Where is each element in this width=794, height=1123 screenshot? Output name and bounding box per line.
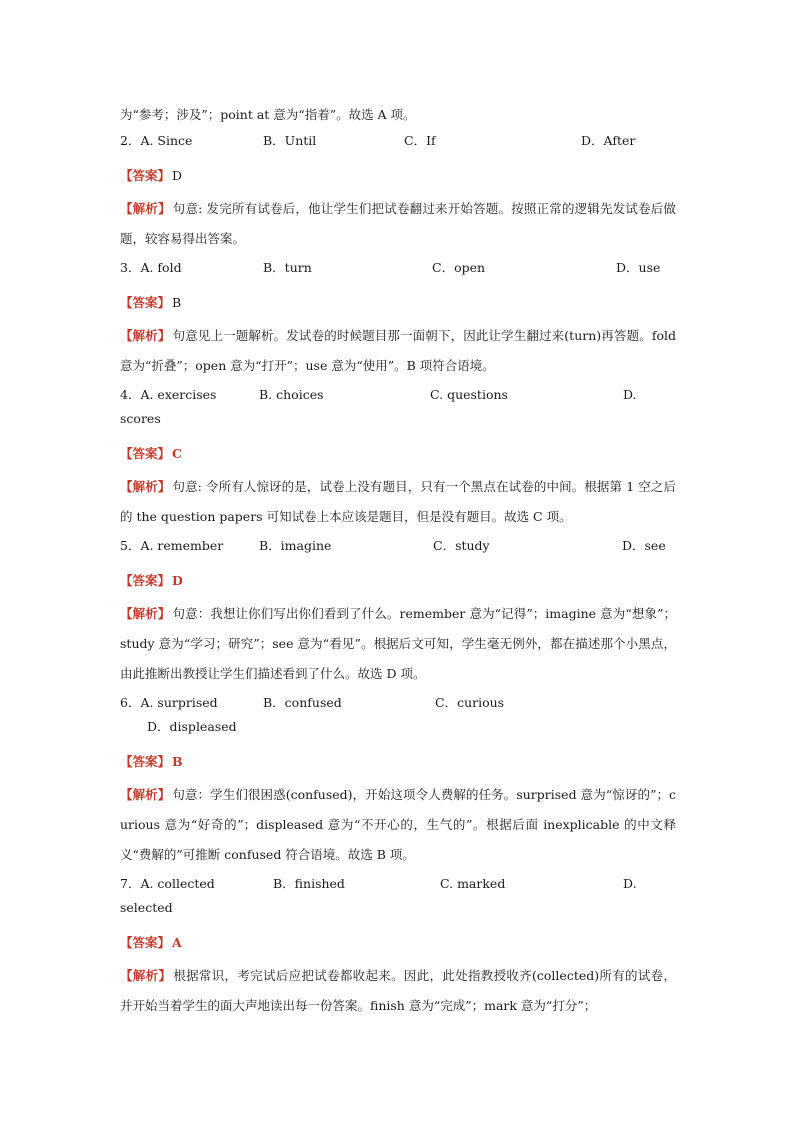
q2-option-d: D．After (581, 133, 636, 148)
q3-option-c: C．open (432, 260, 486, 275)
question-3-options (120, 256, 676, 280)
q3-answer (120, 291, 676, 315)
q6-option-d: D．displeased (147, 719, 237, 734)
q2-answer (120, 164, 676, 188)
q7-option-d: D. (623, 876, 637, 891)
q6-answer-value: B (172, 754, 183, 769)
explain-tag: 【解析】 (120, 606, 171, 621)
q5-option-a: 5．A. remember (120, 538, 224, 553)
q6-option-a: 6．A. surprised (120, 695, 218, 710)
answer-tag: 【答案】 (120, 935, 171, 950)
q4-option-d: D. (623, 387, 637, 402)
q3-answer-value: B (172, 295, 182, 310)
q4-explanation (120, 472, 676, 532)
q2-option-b: B．Until (263, 133, 317, 148)
q5-option-b: B．imagine (259, 538, 332, 553)
continued-explanation: 为“参考；涉及”；point at 意为“指着”。故选 A 项。 (120, 107, 416, 122)
question-6-options (120, 691, 676, 715)
q2-explanation (120, 194, 676, 254)
q4-option-d-text: scores (120, 411, 161, 426)
answer-tag: 【答案】 (120, 573, 171, 588)
q6-explanation (120, 780, 676, 870)
q6-answer (120, 750, 676, 774)
explain-tag: 【解析】 (120, 968, 172, 983)
q6-explanation-text: 句意：学生们很困惑(confused)，开始这项令人费解的任务。surprised 意为“惊讶的”；curious 意为“好奇的”；displeased 意为“不开心的，生气的”。根据后面 inexplicable 的中文释义“费解的”可推断 confused 符合语境。故选 B 项。 (120, 787, 676, 862)
q4-answer (120, 442, 676, 466)
explain-tag: 【解析】 (120, 479, 171, 494)
q4-option-b: B. choices (259, 387, 324, 402)
q5-explanation (120, 599, 676, 689)
explain-tag: 【解析】 (120, 201, 171, 216)
answer-tag: 【答案】 (120, 754, 171, 769)
q4-option-c: C. questions (430, 387, 508, 402)
q6-option-c: C．curious (435, 695, 505, 710)
q4-explanation-text: 句意: 令所有人惊讶的是，试卷上没有题目，只有一个黑点在试卷的中间。根据第 1 空之后的 the question papers 可知试卷上本应该是题目，但是没有题目。故选 C 项。 (120, 479, 676, 524)
q5-option-d: D．see (622, 538, 666, 553)
q4-answer-value: C (172, 446, 182, 461)
q7-answer-value: A (172, 935, 182, 950)
answer-tag: 【答案】 (120, 168, 171, 183)
q5-explanation-text: 句意：我想让你们写出你们看到了什么。remember 意为“记得”；imagine 意为“想象”；study 意为“学习；研究”；see 意为“看见”。根据后文可知，学生毫无例外，都在描述那个小黑点，由此推断出教授让学生们描述看到了什么。故选 D 项。 (120, 606, 676, 681)
q4-option-a: 4．A. exercises (120, 387, 217, 402)
q5-answer (120, 569, 676, 593)
q7-answer (120, 931, 676, 955)
q7-option-d-text: selected (120, 900, 173, 915)
q7-option-c: C. marked (440, 876, 506, 891)
explain-tag: 【解析】 (120, 328, 171, 343)
q6-option-b: B．confused (263, 695, 342, 710)
q7-option-b: B．finished (273, 876, 345, 891)
q3-option-b: B．turn (263, 260, 312, 275)
q3-option-a: 3．A. fold (120, 260, 182, 275)
q5-option-c: C．study (433, 538, 490, 553)
document-content (120, 103, 676, 1021)
question-2-options (120, 129, 676, 153)
question-5-options (120, 534, 676, 558)
answer-tag: 【答案】 (120, 446, 171, 461)
q3-option-d: D．use (616, 260, 661, 275)
q2-option-a: 2．A. Since (120, 133, 193, 148)
q7-option-a: 7．A. collected (120, 876, 215, 891)
q2-answer-value: D (172, 168, 183, 183)
q7-explanation (120, 961, 676, 1021)
q2-explanation-text: 句意: 发完所有试卷后，他让学生们把试卷翻过来开始答题。按照正常的逻辑先发试卷后做题，较容易得出答案。 (120, 201, 676, 246)
q5-answer-value: D (172, 573, 183, 588)
question-4-options (120, 383, 676, 407)
q2-option-c: C．If (404, 133, 436, 148)
explain-tag: 【解析】 (120, 787, 171, 802)
question-7-options (120, 872, 676, 896)
q7-explanation-text: 根据常识，考完试后应把试卷都收起来。因此，此处指教授收齐(collected)所有的试卷，并开始当着学生的面大声地读出每一份答案。finish 意为“完成”；mark 意为“打分”； (120, 968, 676, 1013)
q3-explanation (120, 321, 676, 381)
answer-tag: 【答案】 (120, 295, 171, 310)
q3-explanation-text: 句意见上一题解析。发试卷的时候题目那一面朝下，因此让学生翻过来(turn)再答题。fold 意为“折叠”；open 意为“打开”；use 意为“使用”。B 项符合语境。 (120, 328, 676, 373)
